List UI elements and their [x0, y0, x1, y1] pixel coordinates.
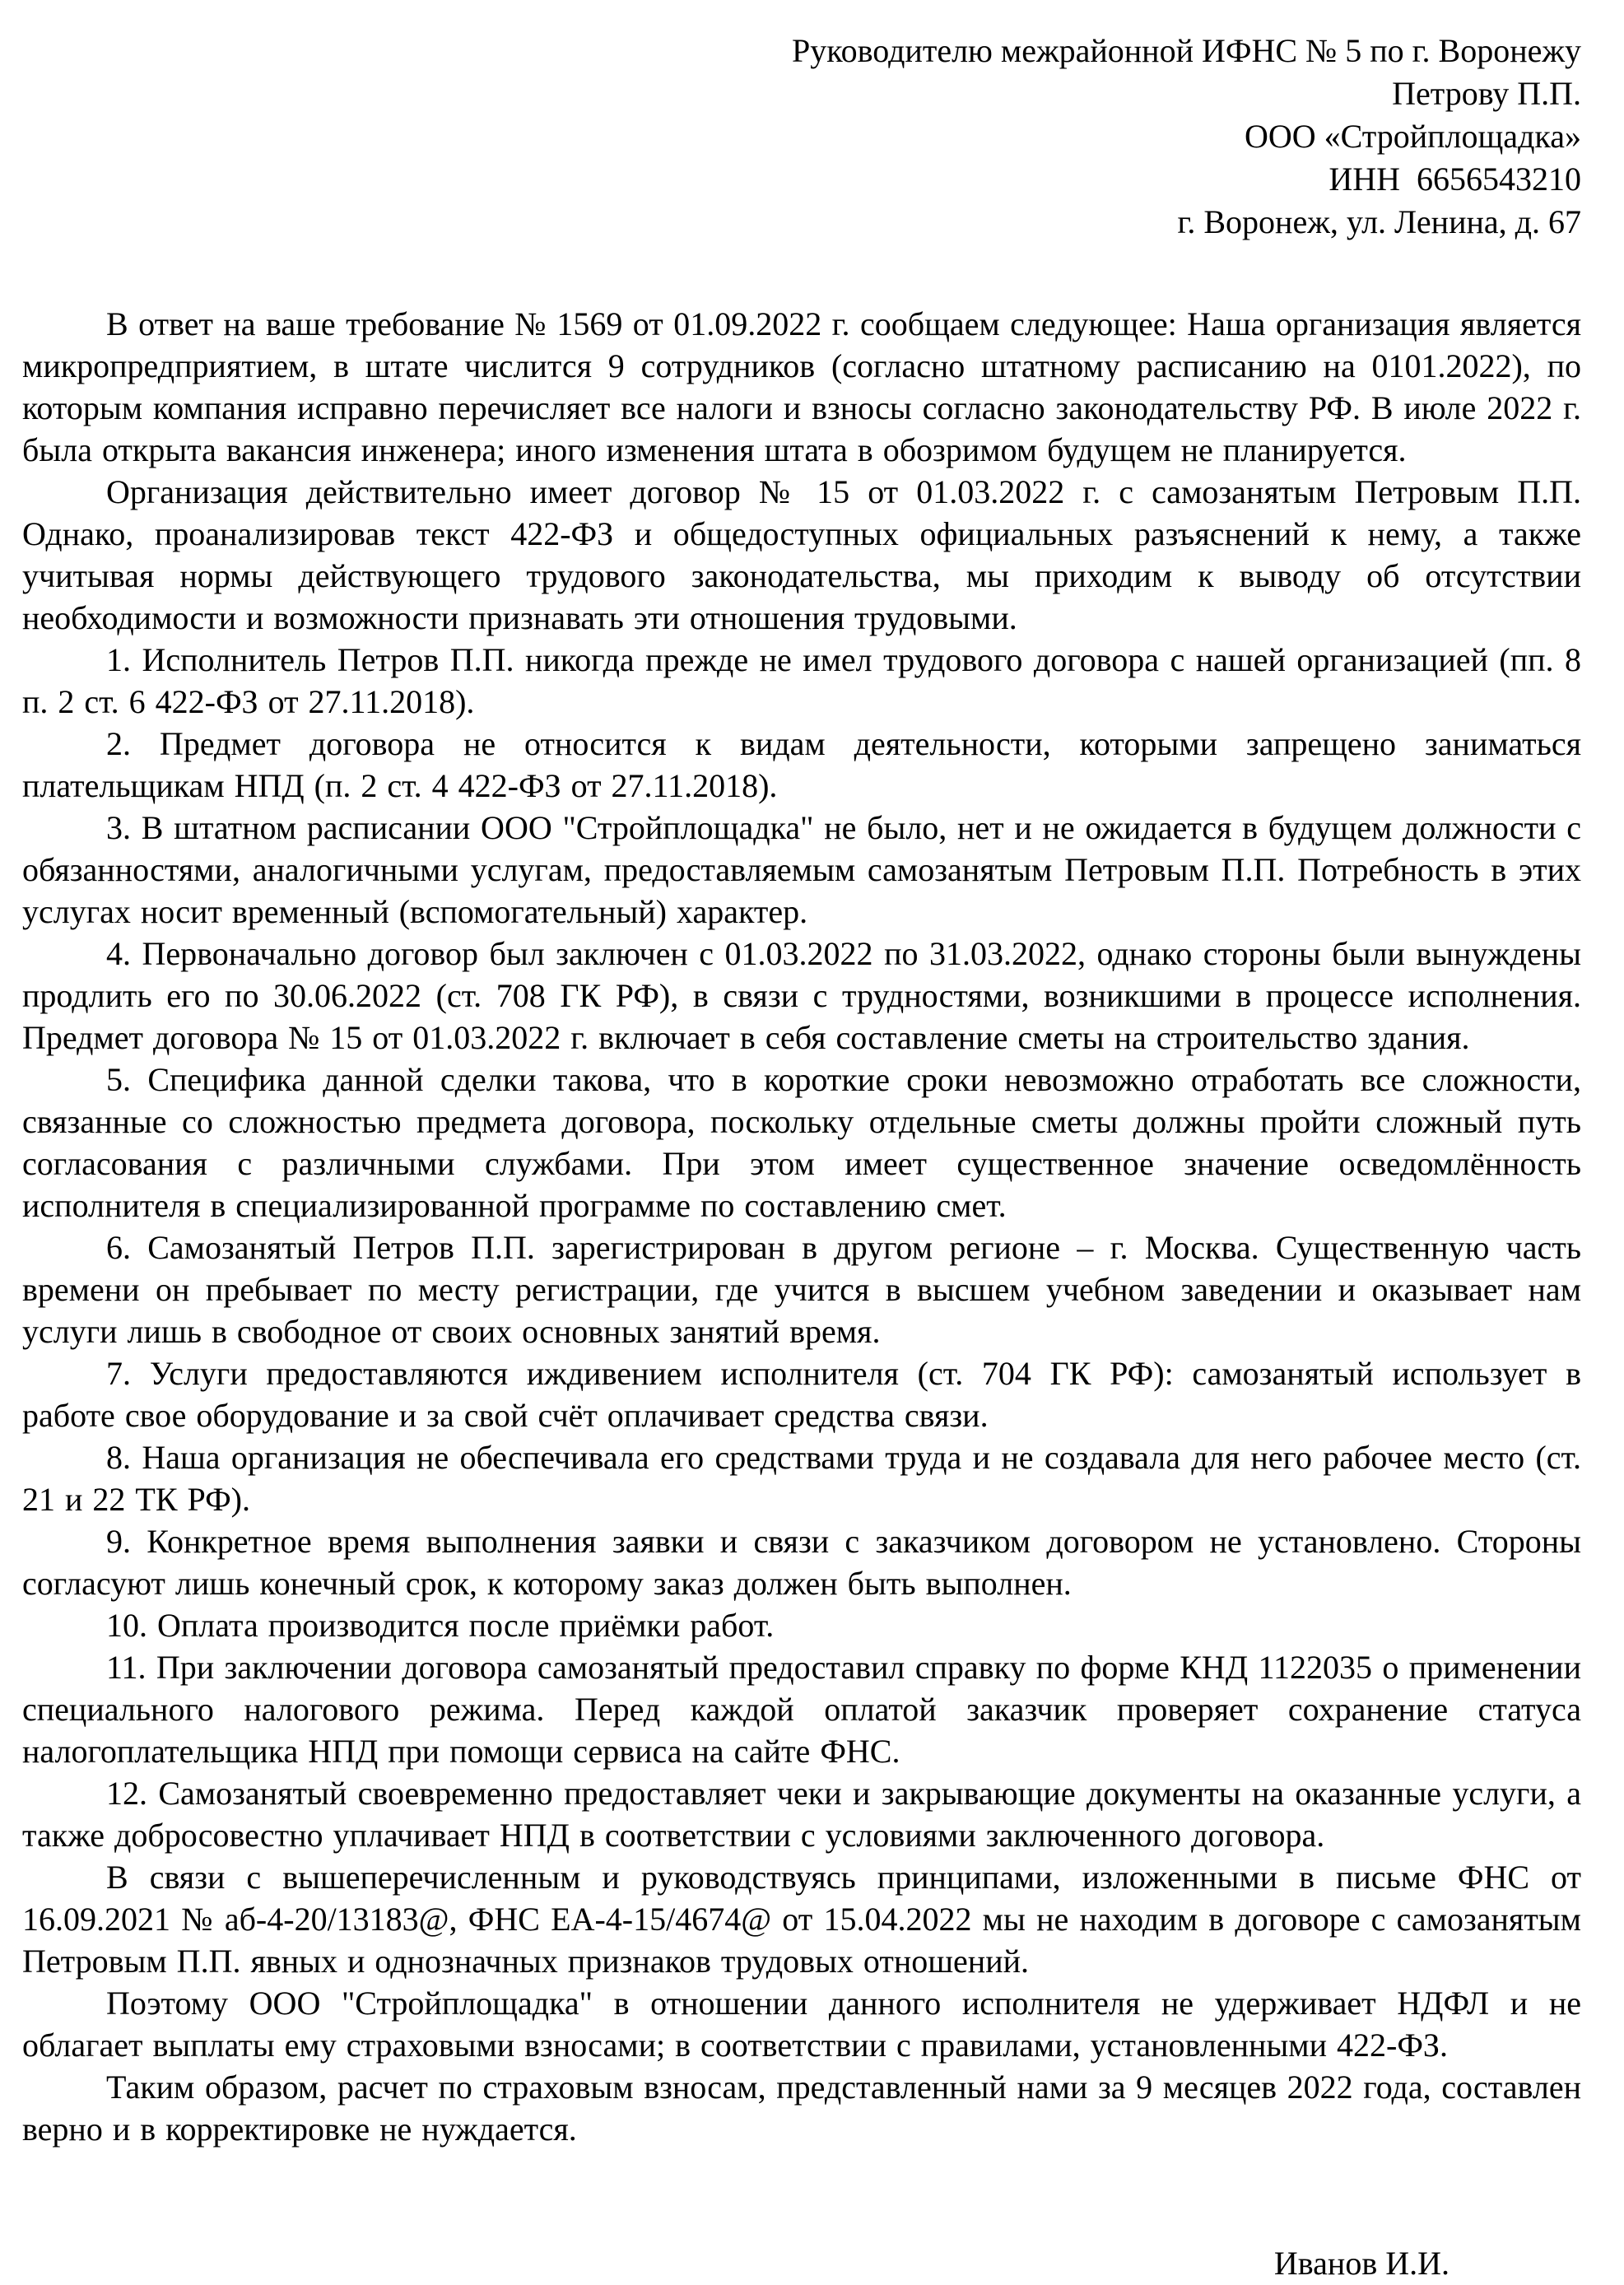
sender-address: г. Воронеж, ул. Ленина, д. 67 — [1177, 203, 1581, 240]
list-item-10: 10. Оплата производится после приёмки работ. — [106, 1607, 775, 1644]
paragraph-conclusion-ndfl: Поэтому ООО "Стройплощадка" в отношении данного исполнителя не удерживает НДФЛ и не облагает выплаты ему страховыми взносами; в соответствии с правилами, установленными 422-ФЗ. — [22, 1985, 1581, 2064]
list-item-3: 3. В штатном расписании ООО "Стройплощадка" не было, нет и не ожидается в будущем должности с обязанностями, аналогичными услугам, предоставляемым самозанятым Петровым П.П. Потребность в этих услугах носит временный (вспомогательный) характер. — [22, 809, 1581, 930]
list-item-12: 12. Самозанятый своевременно предоставляет чеки и закрывающие документы на оказанные услуги, а также добросовестно уплачивает НПД в соответствии с условиями заключенного договора. — [22, 1775, 1581, 1854]
paragraph-intro: В ответ на ваше требование № 1569 от 01.09.2022 г. сообщаем следующее: Наша организация является микропредприятием, в штате числится 9 сотрудников (согласно штатному расписанию на 0101.2022), по которым компания исправно перечисляет все налоги и взносы согласно законодательству РФ. В июле 2022 г. была открыта вакансия инженера; иного изменения штата в обозримом будущем не планируется. — [22, 305, 1581, 468]
recipient-line-authority: Руководителю межрайонной ИФНС № 5 по г. Воронежу — [791, 32, 1581, 69]
signature: Иванов И.И. — [1273, 2245, 1450, 2282]
recipient-line-name: Петрову П.П. — [1392, 75, 1581, 112]
paragraph-contract-overview: Организация действительно имеет договор № 15 от 01.03.2022 г. с самозанятым Петровым П.П. Однако, проанализировав текст 422-ФЗ и общедоступных официальных разъяснений к нему, а также учитывая нормы действующего трудового законодательства, мы приходим к выводу об отсутствии необходимости и возможности признавать эти отношения трудовыми. — [22, 473, 1581, 636]
list-item-8: 8. Наша организация не обеспечивала его средствами труда и не создавала для него рабочее место (ст. 21 и 22 ТК РФ). — [22, 1439, 1581, 1518]
list-item-11: 11. При заключении договора самозанятый предоставил справку по форме КНД 1122035 о применении специального налогового режима. Перед каждой оплатой заказчик проверяет сохранение статуса налогоплательщика НПД при помощи сервиса на сайте ФНС. — [22, 1649, 1581, 1770]
paragraph-final-statement: Таким образом, расчет по страховым взносам, представленный нами за 9 месяцев 2022 года, составлен верно и в корректировке не нуждается. — [22, 2069, 1581, 2148]
list-item-1: 1. Исполнитель Петров П.П. никогда прежде не имел трудового договора с нашей организацией (пп. 8 п. 2 ст. 6 422-ФЗ от 27.11.2018). — [22, 641, 1581, 720]
list-item-6: 6. Самозанятый Петров П.П. зарегистрирован в другом регионе – г. Москва. Существенную часть времени он пребывает по месту регистрации, где учится в высшем учебном заведении и оказывает нам услуги лишь в свободное от своих основных занятий время. — [22, 1229, 1581, 1350]
letter-body — [22, 303, 1581, 2150]
sender-company: ООО «Стройплощадка» — [1244, 118, 1581, 155]
recipient-block — [22, 30, 1581, 244]
list-item-9: 9. Конкретное время выполнения заявки и связи с заказчиком договором не установлено. Стороны согласуют лишь конечный срок, к которому заказ должен быть выполнен. — [22, 1523, 1581, 1602]
list-item-5: 5. Специфика данной сделки такова, что в короткие сроки невозможно отработать все сложности, связанные со сложностью предмета договора, поскольку отдельные сметы должны пройти сложный путь согласования с различными службами. При этом имеет существенное значение осведомлённость исполнителя в специализированной программе по составлению смет. — [22, 1061, 1581, 1224]
list-item-7: 7. Услуги предоставляются иждивением исполнителя (ст. 704 ГК РФ): самозанятый использует в работе свое оборудование и за свой счёт оплачивает средства связи. — [22, 1355, 1581, 1434]
paragraph-conclusion-fns-letters: В связи с вышеперечисленным и руководствуясь принципами, изложенными в письме ФНС от 16.09.2021 № аб-4-20/13183@, ФНС ЕА-4-15/4674@ от 15.04.2022 мы не находим в договоре с самозанятым Петровым П.П. явных и однозначных признаков трудовых отношений. — [22, 1859, 1581, 1980]
list-item-2: 2. Предмет договора не относится к видам деятельности, которыми запрещено заниматься плательщикам НПД (п. 2 ст. 4 422-ФЗ от 27.11.2018). — [22, 725, 1581, 804]
sender-inn: ИНН 6656543210 — [1329, 161, 1581, 198]
list-item-4: 4. Первоначально договор был заключен с 01.03.2022 по 31.03.2022, однако стороны были вынуждены продлить его по 30.06.2022 (ст. 708 ГК РФ), в связи с трудностями, возникшими в процессе исполнения. Предмет договора № 15 от 01.03.2022 г. включает в себя составление сметы на строительство здания. — [22, 935, 1581, 1056]
